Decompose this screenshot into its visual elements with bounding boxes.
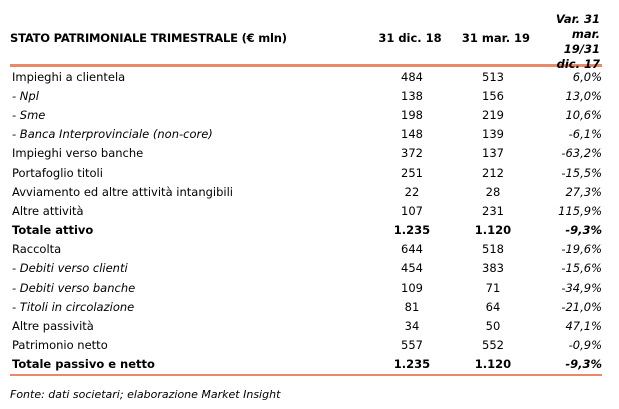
row-value-mar-19: 231 bbox=[482, 203, 504, 218]
row-value-mar-19: 383 bbox=[482, 261, 504, 276]
table-row bbox=[10, 316, 604, 335]
row-value-variation: -19,6% bbox=[561, 242, 602, 257]
row-label: Portafoglio titoli bbox=[12, 165, 103, 180]
row-value-mar-19: 71 bbox=[485, 280, 501, 295]
column-header-dec-18: 31 dic. 18 bbox=[378, 31, 442, 45]
source-note: Fonte: dati societari; elaborazione Market Insight bbox=[10, 388, 281, 401]
column-header-variation-line1: Var. 31 bbox=[555, 12, 600, 26]
table-row bbox=[10, 182, 604, 201]
row-value-dec-18: 557 bbox=[401, 338, 423, 353]
row-value-dec-18: 22 bbox=[404, 184, 420, 199]
row-value-variation: -15,6% bbox=[561, 261, 602, 276]
table-row-total bbox=[10, 355, 604, 374]
row-value-variation: 6,0% bbox=[572, 69, 602, 84]
balance-sheet-table-container bbox=[10, 8, 602, 376]
row-value-variation: 47,1% bbox=[565, 319, 602, 334]
row-value-mar-19: 518 bbox=[482, 242, 504, 257]
row-value-dec-18: 1.235 bbox=[393, 357, 431, 372]
row-value-dec-18: 372 bbox=[401, 146, 423, 161]
row-label: - Debiti verso banche bbox=[12, 280, 136, 295]
row-value-mar-19: 137 bbox=[482, 146, 504, 161]
table-row bbox=[10, 297, 604, 316]
row-value-variation: -15,5% bbox=[561, 165, 602, 180]
table-row bbox=[10, 163, 604, 182]
row-value-variation: -21,0% bbox=[561, 299, 602, 314]
column-header-variation-line3: dic. 17 bbox=[556, 57, 600, 71]
row-value-dec-18: 34 bbox=[404, 319, 420, 334]
row-label: Impieghi a clientela bbox=[12, 69, 126, 84]
row-value-dec-18: 644 bbox=[401, 242, 423, 257]
row-value-variation: -0,9% bbox=[568, 338, 602, 353]
table-title: STATO PATRIMONIALE TRIMESTRALE (€ mln) bbox=[10, 31, 287, 45]
row-value-dec-18: 148 bbox=[401, 127, 423, 142]
row-label: Raccolta bbox=[12, 242, 62, 257]
row-value-variation: -9,3% bbox=[565, 223, 602, 238]
row-label: - Npl bbox=[12, 88, 39, 103]
table-row bbox=[10, 125, 604, 144]
row-label: Altre passività bbox=[12, 319, 94, 334]
row-label: Altre attività bbox=[12, 203, 84, 218]
row-value-mar-19: 219 bbox=[482, 107, 504, 122]
row-value-variation: 10,6% bbox=[565, 107, 602, 122]
row-value-dec-18: 454 bbox=[401, 261, 423, 276]
row-value-mar-19: 28 bbox=[485, 184, 501, 199]
row-value-variation: -6,1% bbox=[568, 127, 602, 142]
row-value-dec-18: 251 bbox=[401, 165, 423, 180]
row-value-mar-19: 1.120 bbox=[474, 223, 512, 238]
row-value-variation: 13,0% bbox=[565, 88, 602, 103]
row-value-mar-19: 513 bbox=[482, 69, 504, 84]
column-header-mar-19: 31 mar. 19 bbox=[461, 31, 531, 45]
row-value-dec-18: 109 bbox=[401, 280, 423, 295]
row-value-mar-19: 139 bbox=[482, 127, 504, 142]
row-value-mar-19: 212 bbox=[482, 165, 504, 180]
table-header bbox=[10, 8, 602, 71]
table-row bbox=[10, 105, 604, 124]
row-label: Patrimonio netto bbox=[12, 338, 108, 353]
row-label: - Debiti verso clienti bbox=[12, 261, 128, 276]
row-value-mar-19: 1.120 bbox=[474, 357, 512, 372]
row-value-variation: -34,9% bbox=[561, 280, 602, 295]
row-label: Totale passivo e netto bbox=[12, 357, 155, 372]
table-row bbox=[10, 278, 604, 297]
row-label: - Titoli in circolazione bbox=[12, 299, 135, 314]
row-value-mar-19: 552 bbox=[482, 338, 504, 353]
row-value-dec-18: 81 bbox=[404, 299, 420, 314]
row-value-variation: 115,9% bbox=[558, 203, 602, 218]
row-value-mar-19: 50 bbox=[485, 319, 501, 334]
row-value-dec-18: 138 bbox=[401, 88, 423, 103]
table-row bbox=[10, 86, 604, 105]
row-value-mar-19: 156 bbox=[482, 88, 504, 103]
column-header-variation bbox=[532, 12, 600, 72]
row-value-dec-18: 198 bbox=[401, 107, 423, 122]
table-row bbox=[10, 336, 604, 355]
table-row bbox=[10, 144, 604, 163]
row-value-mar-19: 64 bbox=[485, 299, 501, 314]
balance-sheet-table bbox=[10, 67, 604, 374]
row-label: Avviamento ed altre attività intangibili bbox=[12, 184, 233, 199]
row-value-variation: -63,2% bbox=[561, 146, 602, 161]
row-label: - Sme bbox=[12, 107, 46, 122]
row-label: - Banca Interprovinciale (non-core) bbox=[12, 127, 213, 142]
row-value-variation: -9,3% bbox=[565, 357, 602, 372]
table-row bbox=[10, 67, 604, 86]
table-row bbox=[10, 201, 604, 220]
row-value-dec-18: 1.235 bbox=[393, 223, 431, 238]
row-label: Impieghi verso banche bbox=[12, 146, 144, 161]
row-value-dec-18: 484 bbox=[401, 69, 423, 84]
column-header-variation-line2: mar. 19/31 bbox=[563, 27, 600, 56]
table-row bbox=[10, 259, 604, 278]
row-value-dec-18: 107 bbox=[401, 203, 423, 218]
table-row bbox=[10, 240, 604, 259]
row-label: Totale attivo bbox=[12, 223, 94, 238]
table-row-total bbox=[10, 221, 604, 240]
row-value-variation: 27,3% bbox=[565, 184, 602, 199]
footer-divider bbox=[10, 374, 602, 376]
